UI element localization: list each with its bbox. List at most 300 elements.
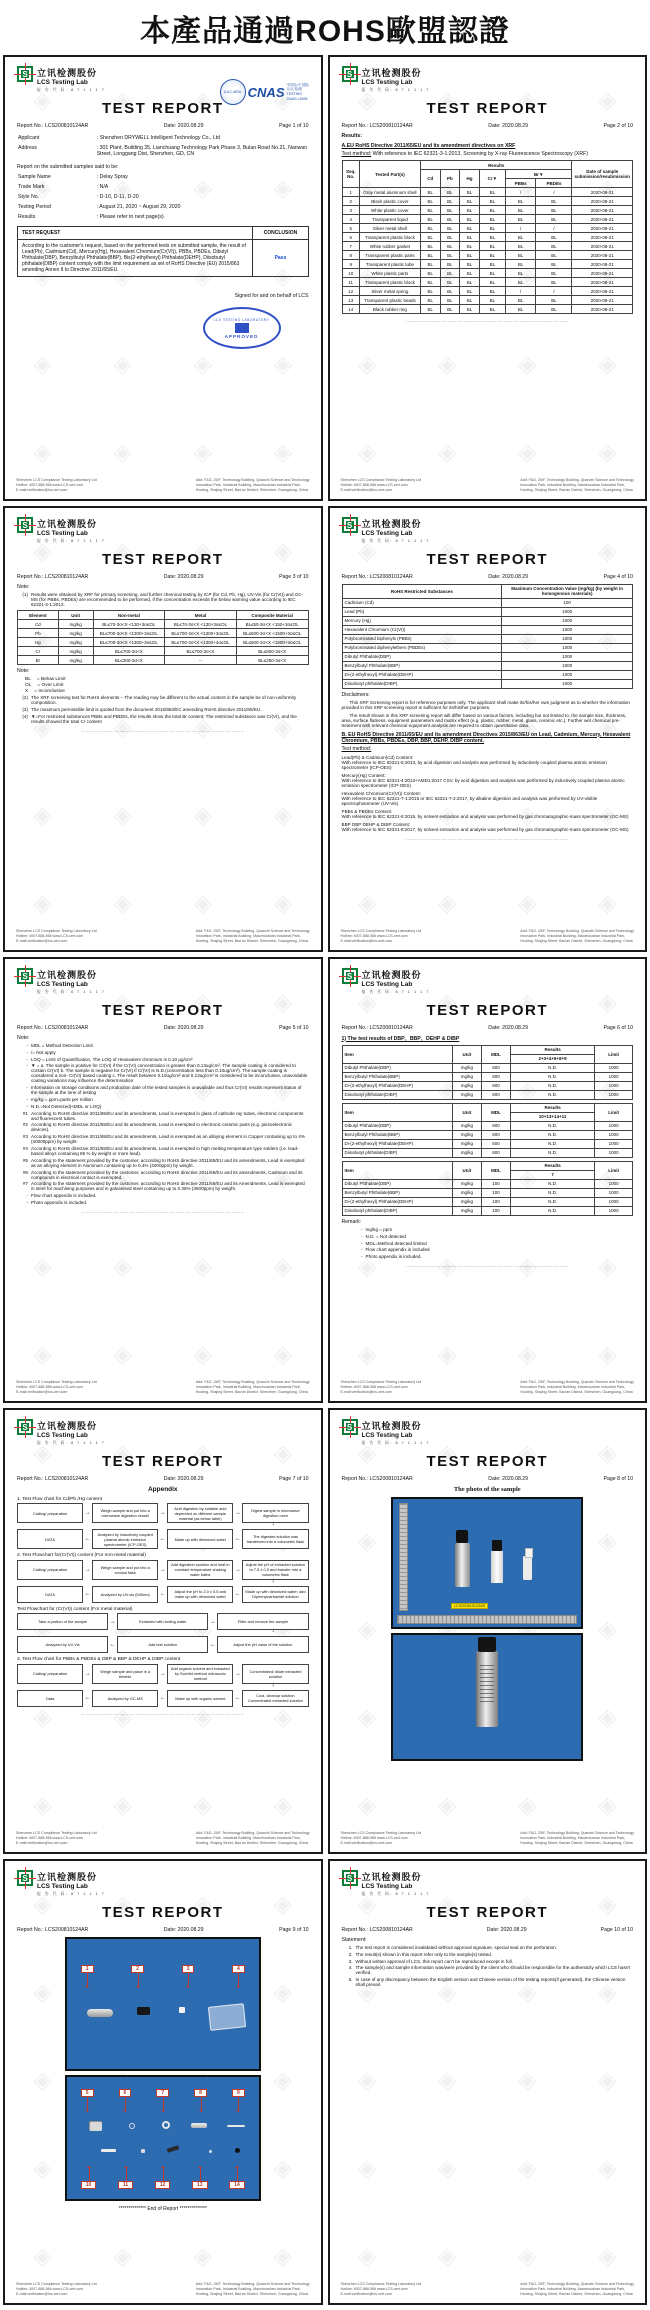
table-cell: 1000: [595, 1121, 633, 1130]
note-item: [25, 677, 309, 682]
note-marker: #3: [22, 1134, 28, 1140]
table-cell: /: [536, 224, 572, 233]
table-cell: BL: [479, 233, 505, 242]
flow-step: DATA: [17, 1586, 83, 1603]
report-date: Date: 2020.08.29: [488, 1475, 529, 1482]
table-cell: BL: [505, 215, 536, 224]
table-cell: BL: [440, 260, 459, 269]
page-number: Page 6 of 10: [603, 1024, 633, 1031]
table-cell: Cadmium (Cd): [342, 598, 502, 607]
text-line: Add: F&G, 25/F, Technology Building, Quanzhi Science and Technology: [195, 478, 310, 482]
silver-spray-bottle: [455, 1543, 470, 1587]
part-white-plastic: [101, 2149, 116, 2152]
text-line: Hotline: 4007-888-566 www.LCS-cert.com: [340, 2287, 408, 2291]
table-cell: Transparent plastic block: [359, 233, 420, 242]
table-cell: 2: [342, 197, 359, 206]
table-cell: Black plastic cover: [359, 197, 420, 206]
text-line: E-mail:verification@lcs-cert.com: [16, 488, 68, 492]
page-number: Page 5 of 10: [279, 1024, 309, 1031]
table-cell: Sample Name: [18, 174, 51, 180]
flowchart-4-title: 3. Test Flow chart for PBBs & PBDEs & DBP & BBP & DEHP & DIBP content: [17, 1657, 181, 1662]
table-cell: 600: [481, 1081, 510, 1090]
table-cell: BL: [479, 224, 505, 233]
table-row: [342, 1130, 633, 1139]
part-tags-1-4: [81, 1965, 245, 1973]
table-cell: N.D.: [510, 1197, 594, 1206]
note-text: With reference to IEC 62321-6:2015, by solvent extraction and analysis was performed by gas chromatographic-mass spectrometer (GC-MS): [341, 814, 629, 819]
lcs-logo-icon: [17, 968, 33, 984]
part-metal-spring: [166, 2145, 179, 2153]
lab-name-cn: 立讯检测股份: [361, 1421, 422, 1431]
separator-dots: .............................................................................................: [405, 318, 569, 323]
table-cell: BL: [536, 215, 572, 224]
text-line: Add: F&G, 25/F, Technology Building, Quanzhi Science and Technology: [520, 478, 634, 482]
table-cell: 1000: [595, 1206, 633, 1215]
table-row: [342, 598, 633, 607]
col-nonmetal: Non-metal: [93, 611, 165, 620]
table-cell: 600: [481, 1090, 510, 1099]
table-cell: BL: [420, 296, 440, 305]
table-cell: 3: [342, 206, 359, 215]
page-footer: [16, 1380, 310, 1395]
table-row: [342, 634, 633, 643]
note-marker: -: [360, 1227, 363, 1232]
table-cell: Address: [18, 144, 38, 151]
note-item: [342, 1977, 634, 1987]
table-cell: N.D.: [510, 1179, 594, 1188]
text-line: Shenzhen LCS Compliance Testing Laboratory Ltd: [16, 478, 97, 482]
flow-arrow-icon: ←: [84, 1591, 91, 1597]
table-cell: N.D.: [510, 1139, 594, 1148]
col-max-value: Maximum Concentration Value (mg/kg) (by weight in homogenous materials): [502, 584, 633, 598]
table-cell: mg/kg: [58, 656, 93, 665]
table-cell: 1000: [502, 652, 633, 661]
table-cell: 1: [342, 188, 359, 197]
table-cell: BL: [420, 188, 440, 197]
table-cell: BL: [536, 242, 572, 251]
banner-title: 本產品通過ROHS歐盟認證: [140, 15, 510, 48]
table-cell: N.D.: [510, 1121, 594, 1130]
flow-arrow-icon: →: [159, 1510, 166, 1516]
table-cell: BL: [460, 188, 480, 197]
vertical-ruler: [399, 1503, 408, 1611]
lab-name-en: LCS Testing Lab: [361, 530, 413, 537]
table-cell: BL: [460, 233, 480, 242]
text-line: Houting, Shajing Street, Bao'an District, Shenzhen, Guangdong, China: [520, 1841, 633, 1845]
flowchart-2-row-2: [17, 1586, 309, 1603]
table-cell: BL≤300-3σ<X: [93, 656, 165, 665]
col-item: Item: [342, 1103, 452, 1121]
footer-left: [16, 2282, 97, 2297]
doc-title: TEST REPORT: [101, 550, 224, 568]
report-number: Report No.: LCS200810124AR: [341, 573, 413, 580]
text-line: Shenzhen LCS Compliance Testing Laboratory Ltd: [340, 1831, 422, 1835]
note-text: With reference to IEC 62321-4:2013+AMD1:2017 CSV, by acid digestion and analysis was performed by inductively coupled plasma atomic emission spectrometer (ICP-OES): [341, 778, 625, 788]
note-marker: -: [26, 1103, 28, 1109]
table-cell: BL: [460, 224, 480, 233]
footer-right: [520, 1380, 634, 1395]
lab-report-code: 报 告 代 码: 8 7 1 1 1 7: [361, 87, 430, 92]
note-marker: 2.: [348, 1951, 353, 1957]
warning-value-table: [17, 610, 309, 665]
col-substance: RoHS Restricted Substances: [342, 584, 502, 598]
table-cell: BL: [479, 278, 505, 287]
page-footer: [341, 2282, 635, 2297]
request-header: TEST REQUEST: [18, 227, 253, 240]
table-cell: Transparent plastic parts: [359, 251, 420, 260]
table-row: [18, 647, 309, 656]
table-cell: BL: [479, 269, 505, 278]
disclaimers-label: Disclaimers:: [341, 691, 370, 698]
parts-photo-2: [65, 2075, 261, 2201]
lab-report-code: 报 告 代 码: 8 7 1 1 1 7: [361, 989, 430, 994]
note-1: [17, 592, 309, 607]
lcs-logo-letter: S: [22, 1873, 28, 1883]
sample-id-label: LCS200810124AR: [451, 1603, 488, 1609]
table-cell: : 301 Plant, Building 35, Lianchuang Technology Park Phase 3, Bulan Road No.21, Nanwan Street, Longgang Dist, Shenzhen, GD, CN: [96, 144, 308, 157]
flow-arrow-icon: →: [84, 1566, 91, 1573]
text-line: Shenzhen LCS Compliance Testing Laboratory Ltd: [340, 2282, 422, 2286]
lcs-logo: [342, 1870, 634, 1897]
table-cell: 2020-08-21: [572, 188, 633, 197]
lab-name-cn: 立讯检测股份: [37, 519, 98, 529]
note-marker: PBBs & PBDEs Content:: [341, 808, 393, 814]
text-line: Add: F&G, 25/F, Technology Building, Quanzhi Science and Technology: [520, 1831, 634, 1835]
col-pbbs: PBBs: [505, 179, 536, 188]
part-number-tag: 7: [156, 2089, 169, 2097]
table-cell: BL: [460, 251, 480, 260]
test-method-line: Test method: With reference to IEC 62321-3-1:2013, Screening by X-ray Fluorescence Spectroscopy (XRF): [341, 151, 589, 157]
page-footer: [16, 929, 310, 944]
text-line: Hotline: 4007-888-566 www.LCS-cert.com: [16, 2287, 84, 2291]
part-number-tag: 6: [119, 2089, 132, 2097]
page-3: [3, 506, 323, 952]
note-text: Photo appendix is included.: [31, 1199, 88, 1205]
table-cell: BL: [440, 224, 459, 233]
flow-arrow-icon: ←: [109, 1641, 116, 1648]
flowchart-1-title: 1. Test Flow chart for Cd/Pb /Hg content: [17, 1496, 102, 1502]
text-line: E-mail:verification@lcs-cert.com: [340, 488, 392, 492]
notes-list: [17, 1043, 309, 1205]
text-line: E-mail:verification@lcs-cert.com: [16, 1390, 68, 1394]
text-line: Innovation Park, Industrial Building, Maozhoushan Industrial Park,: [195, 483, 301, 487]
table-cell: 2020-08-21: [572, 224, 633, 233]
note-marker: -: [360, 1247, 363, 1253]
table-cell: BL: [505, 278, 536, 287]
table-cell: /: [505, 287, 536, 296]
lcs-logo: [17, 968, 309, 995]
table-cell: : D-10, D-11, D-20: [96, 194, 139, 200]
note-marker: -: [360, 1233, 363, 1239]
table-cell: BL: [420, 215, 440, 224]
table-cell: Dibutyl Phthalate(DBP): [342, 1063, 452, 1072]
col-composite: Composite Material: [236, 611, 308, 620]
note-marker: -: [26, 1096, 28, 1102]
table-cell: mg/kg: [452, 1148, 481, 1157]
note-text: Without written approval of LCS, this report can't be reproduced except in full.: [355, 1958, 513, 1964]
note-label: Note:: [17, 1034, 30, 1041]
end-of-report-line: ************** End of Report **************: [118, 2205, 207, 2212]
table-cell: BL: [440, 215, 459, 224]
table-cell: Br: [18, 656, 59, 665]
note-text: LOQ = Limit of Quantification, The LOQ of Hexavalent chromium is 0.10 μg/cm²: [31, 1056, 193, 1062]
flowchart-2-row-1: [17, 1560, 309, 1580]
table-cell: mg/kg: [58, 647, 93, 656]
table-cell: 1000: [595, 1179, 633, 1188]
ilac-mra-logo-icon: ILAC-MRA: [220, 79, 246, 105]
page-header: [342, 66, 634, 129]
col-part: Tested Part(s): [359, 161, 420, 188]
table-row: [342, 607, 633, 616]
table-cell: 2020-08-21: [572, 233, 633, 242]
table-cell: 10: [342, 269, 359, 278]
part-plastic-rod: [227, 2125, 245, 2128]
table-cell: Di-(2-ethylhexyl) Phthalate(DEHP): [342, 1139, 452, 1148]
table-row: [342, 1090, 633, 1099]
table-cell: 1000: [502, 634, 633, 643]
table-cell: BL: [420, 269, 440, 278]
table-row: [342, 224, 633, 233]
table-row: [342, 242, 633, 251]
flowchart-4-row-2: [17, 1690, 309, 1707]
page-footer: [341, 929, 635, 944]
flow-arrow-icon: ←: [234, 1591, 241, 1597]
text-line: E-mail:verification@lcs-cert.com: [340, 1390, 392, 1394]
table-cell: BL: [440, 305, 459, 314]
footer-right: [196, 478, 310, 493]
table-cell: BL≤70-3σ<X <130+3σ≤OL: [93, 620, 165, 629]
text-line: Shenzhen LCS Compliance Testing Laboratory Ltd: [16, 1380, 97, 1384]
report-meta: [17, 1476, 309, 1482]
table-row: [342, 260, 633, 269]
footer-right: [196, 1831, 310, 1846]
report-number: Report No.: LCS200810124AR: [17, 1475, 89, 1482]
text-line: Houting, Shajing Street, Bao'an District, Shenzhen, Guangdong, China: [195, 1390, 309, 1394]
lab-report-code: 报 告 代 码: 8 7 1 1 1 7: [361, 1891, 430, 1896]
part-plastic-beads: [209, 2150, 212, 2153]
note-text: N.D. = Not detected: [365, 1233, 406, 1239]
note-text: The result(s) shown in this report refer only to the sample(s) tested.: [355, 1951, 493, 1957]
table-cell: BL: [440, 251, 459, 260]
table-cell: mg/kg: [452, 1179, 481, 1188]
table-cell: BL: [440, 287, 459, 296]
page-10: [328, 1859, 648, 2305]
text-line: Houting, Shajing Street, Bao'an District, Shenzhen, Guangdong, China: [520, 2292, 633, 2296]
lcs-logo-icon: [342, 66, 358, 82]
text-line: E-mail:verification@lcs-cert.com: [340, 939, 392, 943]
text-line: Innovation Park, Industrial Building, Maozhoushan Industrial Park,: [520, 1836, 626, 1840]
doc-title: TEST REPORT: [426, 550, 548, 568]
note-item: [342, 809, 634, 820]
note-text: The maximum permissible limit is quoted from the document 2015/863/EC amending RoHS directive 2011/65/EU.: [31, 707, 262, 713]
part-metal-shell: [87, 2009, 113, 2017]
col-metal: Metal: [165, 611, 237, 620]
text-line: Add: F&G, 25/F, Technology Building, Quanzhi Science and Technology: [520, 929, 634, 933]
page-2: [328, 55, 648, 501]
report-date: Date: 2020.08.29: [488, 1024, 529, 1031]
text-line: Houting, Shajing Street, Bao'an District, Shenzhen, Guangdong, China: [195, 939, 309, 943]
table-cell: BL: [460, 197, 480, 206]
table-cell: 600: [481, 1130, 510, 1139]
lcs-logo-letter: S: [22, 1422, 28, 1432]
stamp-logo-icon: [235, 323, 249, 333]
lab-name-en: LCS Testing Lab: [37, 981, 88, 988]
conclusion-value: Pass: [253, 240, 308, 277]
flowchart-3-row-1: [17, 1613, 309, 1630]
col-pb: Pb: [440, 170, 459, 188]
table-cell: BL: [479, 188, 505, 197]
lcs-logo-icon: [342, 517, 358, 533]
table-cell: 1000: [595, 1072, 633, 1081]
note-text: = Below Limit: [36, 676, 66, 682]
note-text: mg/kg = ppm=parts per million: [31, 1096, 93, 1102]
note-item: [17, 1122, 309, 1132]
flowchart-1-row-1: [17, 1503, 309, 1523]
lab-name-en: LCS Testing Lab: [361, 1883, 413, 1890]
table-cell: 1000: [502, 661, 633, 670]
table-row: [342, 679, 633, 688]
table-cell: 14: [342, 305, 359, 314]
page-number: Page 3 of 10: [279, 573, 309, 580]
flow-step: DATA: [17, 1529, 83, 1549]
flow-arrow-icon: ←: [159, 1536, 166, 1542]
table-cell: BL: [420, 224, 440, 233]
part-number-tag: 10: [81, 2181, 97, 2189]
table-cell: N.D.: [510, 1081, 594, 1090]
lcs-logo: [17, 1870, 309, 1897]
table-cell: 7: [342, 242, 359, 251]
table-cell: BL: [479, 305, 505, 314]
table-cell: 600: [481, 1139, 510, 1148]
note-item: [17, 714, 309, 724]
note-text: ▼ = a. The sample is positive for Cr(VI) if the Cr(VI) concentration is greater than 0.13ug/cm². The sample coating is considered to contain Cr(VI) b. The sample is negative for Cr(VI) if Cr(VI) is N.D.(concentration less than 0.10ug/cm²). The sample coating is considered a non- Cr(VI) based coating c. The result between 0.10ug/cm² and 0.13ug/cm² is considered to be inconclusive, unavoidable coating variations may influence the determination: [31, 1063, 308, 1084]
page-header: [342, 968, 634, 1031]
note-marker: (3): [22, 707, 28, 713]
report-number: Report No.: LCS200810124AR: [341, 1926, 413, 1933]
table-cell: White plastic cover: [359, 206, 420, 215]
table-cell: 2020-08-21: [572, 197, 633, 206]
flow-step: Make up with organic solvent: [167, 1690, 233, 1707]
group-label: 2+3+4+6+8+9: [510, 1054, 594, 1063]
note-text: Flow chart appendix is included.: [31, 1193, 97, 1199]
lcs-logo-icon: [17, 1870, 33, 1886]
text-line: Hotline: 4007-888-566 www.LCS-cert.com: [340, 934, 408, 938]
disclaimer-1: This XRF Screening report is for reference purposes only. The applicant shall make its/his/her own judgment as to whether the information provided in this XRF screening report is sufficient for its/his/her purposes.: [341, 700, 630, 710]
statement-list: [342, 1945, 634, 1987]
test-request-table: [17, 226, 309, 277]
table-cell: 600: [481, 1148, 510, 1157]
table-cell: Hexavalent Chromium (Cr(VI)): [342, 625, 502, 634]
note-item: [17, 1043, 309, 1048]
test-methods: [342, 755, 634, 833]
page-1: [3, 55, 323, 501]
page-footer: [341, 1380, 635, 1395]
table-cell: BL: [420, 287, 440, 296]
flow-step: Adjust the pH of extracted solution to 7.5 ± 0.5 and transfer into a volumetric flask: [242, 1560, 308, 1580]
table-cell: 1000: [595, 1148, 633, 1157]
table-row: [17, 202, 309, 212]
lab-report-code: 报 告 代 码: 8 7 1 1 1 7: [37, 538, 106, 543]
table-cell: BL: [420, 251, 440, 260]
lab-name-cn: 立讯检测股份: [37, 970, 98, 980]
test-method-label: Test method:: [341, 746, 372, 752]
table-cell: : Shenzhen DRYWELL Intelligent Technology Co., Ltd: [96, 134, 221, 141]
part-number-tag: 1: [81, 1965, 94, 1973]
note-marker: Mercury(Hg) Content:: [341, 772, 386, 778]
table-cell: BL: [505, 251, 536, 260]
table-cell: BL: [460, 206, 480, 215]
xrf-results-table: [342, 160, 634, 314]
table-cell: Dibutyl Phthalate(DBP): [342, 1121, 452, 1130]
page-header: [342, 1870, 634, 1933]
note-item: [17, 1170, 309, 1180]
table-cell: 1000: [595, 1081, 633, 1090]
doc-title: TEST REPORT: [101, 99, 224, 117]
footer-right: [196, 1380, 310, 1395]
part-plastic-part: [162, 2121, 170, 2129]
footer-left: [341, 478, 422, 493]
footer-left: [341, 929, 422, 944]
flow-step: Concentrated/ dilute extracted solution: [242, 1664, 308, 1684]
table-row: [17, 182, 309, 192]
report-meta: [342, 1025, 634, 1031]
text-line: Add: F&G, 25/F, Technology Building, Quanzhi Science and Technology: [520, 1380, 634, 1384]
note-marker: (2): [22, 695, 28, 701]
table-cell: Polybrominated biphenyls (PBBs): [342, 634, 502, 643]
note-item: [352, 1234, 634, 1239]
request-text: According to the customer's request, based on the performed tests on submitted sample, the result of Lead(Pb), Cadmium(Cd), Mercury(Hg), Hexavalent Chromium(Cr(VI)), PBBs, PBDEs, Dibutyl Phthalate(DBP), Benzylbutyl Phthalate(BBP), Bis(2-ethylhexyl) Phthalate(DEHP), Diisobutyl phthalate(DIBP) content comply with the limit requirement as set of RoHS Directive (EU) 2015/863 amending Annex II to Directive 2011/65/EU.: [18, 240, 253, 277]
page-7: [3, 1408, 323, 1854]
note-text: The XRF screening test for RoHS elements – The reading may be different to the actual content in the sample be of non-uniformity composition.: [31, 695, 297, 706]
table-cell: 1000: [595, 1188, 633, 1197]
table-cell: : Delay Spray: [96, 174, 128, 180]
page-header: [17, 1419, 309, 1482]
note-text: In case of any discrepancy between the English version and Chinese version of the testing reports(if generated), the Chinese version shall prevail.: [355, 1977, 626, 1988]
lab-name-en: LCS Testing Lab: [37, 1883, 88, 1890]
text-line: Houting, Shajing Street, Bao'an District, Shenzhen, Guangdong, China: [195, 2292, 309, 2296]
note-item: [17, 1193, 309, 1198]
table-cell: White rubber gasket: [359, 242, 420, 251]
table-cell: Testing Period: [18, 204, 51, 210]
table-cell: BL≤700-3σ<X <1300+3σ≤OL: [93, 638, 165, 647]
report-date: Date: 2020.08.29: [163, 1475, 204, 1482]
note-item: [17, 592, 309, 607]
col-results: Results: [510, 1161, 594, 1170]
table-cell: mg/kg: [452, 1130, 481, 1139]
table-cell: 1000: [502, 616, 633, 625]
text-line: Innovation Park, Industrial Building, Maozhoushan Industrial Park,: [195, 1385, 301, 1389]
part-tags-10-14: [81, 2181, 245, 2189]
part-rubber-gasket: [129, 2123, 135, 2129]
table-row: [342, 233, 633, 242]
flow-arrow-icon: ←: [209, 1641, 216, 1648]
table-cell: Di-(2-ethylhexyl) Phthalate(DEHP): [342, 1081, 452, 1090]
flow-step: Cutting/ preparation: [17, 1560, 83, 1580]
note-marker: -: [26, 1063, 28, 1069]
table-cell: 11: [342, 278, 359, 287]
lab-report-code: 报 告 代 码: 8 7 1 1 1 7: [361, 1440, 430, 1445]
note-item: [17, 1050, 309, 1055]
notes-2-4: [17, 695, 309, 724]
text-line: Innovation Park, Industrial Building, Maozhoushan Industrial Park,: [195, 2287, 301, 2291]
note-item: [17, 707, 309, 712]
lab-name-cn: 立讯检测股份: [37, 1421, 98, 1431]
note-marker: -: [26, 1193, 28, 1199]
report-meta: [342, 1476, 634, 1482]
table-cell: 1000: [502, 607, 633, 616]
flow-step: Made up with deionized water; add Diphenylcarbazide solution: [242, 1586, 308, 1603]
note-item: [352, 1247, 634, 1252]
